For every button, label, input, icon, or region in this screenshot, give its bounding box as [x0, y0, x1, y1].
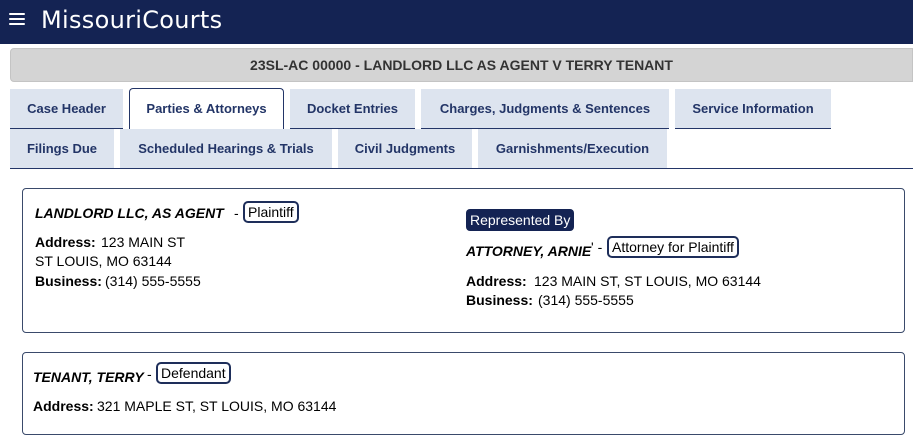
party-name: LANDLORD LLC, AS AGENT — [35, 205, 224, 221]
separator: - — [234, 205, 239, 221]
tab-docket-entries[interactable]: Docket Entries — [290, 89, 415, 129]
attorney-address: 123 MAIN ST, ST LOUIS, MO 63144 — [534, 273, 761, 289]
address-label: Address: — [35, 234, 96, 250]
address-line2: ST LOUIS, MO 63144 — [35, 253, 172, 269]
separator: - — [147, 366, 152, 382]
represented-by-badge: Represented By — [466, 209, 574, 231]
business-label: Business: — [35, 273, 102, 289]
business-phone: (314) 555-5555 — [105, 273, 201, 289]
tab-parties-attorneys[interactable]: Parties & Attorneys — [129, 88, 284, 129]
tabs-divider — [10, 168, 913, 169]
tab-garnishments-execution[interactable]: Garnishments/Execution — [478, 129, 667, 169]
attorney-address-label: Address: — [466, 273, 527, 289]
party-name: TENANT, TERRY — [33, 369, 144, 385]
tab-filings-due[interactable]: Filings Due — [10, 129, 114, 169]
tab-scheduled-hearings-trials[interactable]: Scheduled Hearings & Trials — [120, 129, 332, 169]
app-title[interactable]: MissouriCourts — [41, 6, 223, 34]
address-line1: 123 MAIN ST — [101, 234, 186, 250]
attorney-name[interactable]: ATTORNEY, ARNIE — [466, 243, 592, 259]
tab-civil-judgments[interactable]: Civil Judgments — [338, 129, 472, 169]
attorney-business-phone: (314) 555-5555 — [538, 292, 634, 308]
address-label: Address: — [33, 398, 94, 414]
attorney-business-label: Business: — [466, 292, 533, 308]
hamburger-menu-icon[interactable] — [9, 13, 25, 27]
separator: ' - — [591, 239, 603, 255]
address: 321 MAPLE ST, ST LOUIS, MO 63144 — [97, 398, 337, 414]
tab-charges-judgments-sentences[interactable]: Charges, Judgments & Sentences — [421, 89, 669, 129]
tab-service-information[interactable]: Service Information — [675, 89, 831, 129]
party-card-defendant — [22, 352, 905, 435]
case-title: 23SL-AC 00000 - LANDLORD LLC AS AGENT V TERRY TENANT — [10, 48, 913, 82]
party-card-plaintiff — [22, 188, 905, 333]
top-navigation-bar — [0, 0, 913, 44]
attorney-role-badge: Attorney for Plaintiff — [607, 236, 739, 258]
role-badge: Defendant — [156, 362, 231, 384]
role-badge: Plaintiff — [243, 201, 299, 223]
tab-case-header[interactable]: Case Header — [10, 89, 123, 129]
